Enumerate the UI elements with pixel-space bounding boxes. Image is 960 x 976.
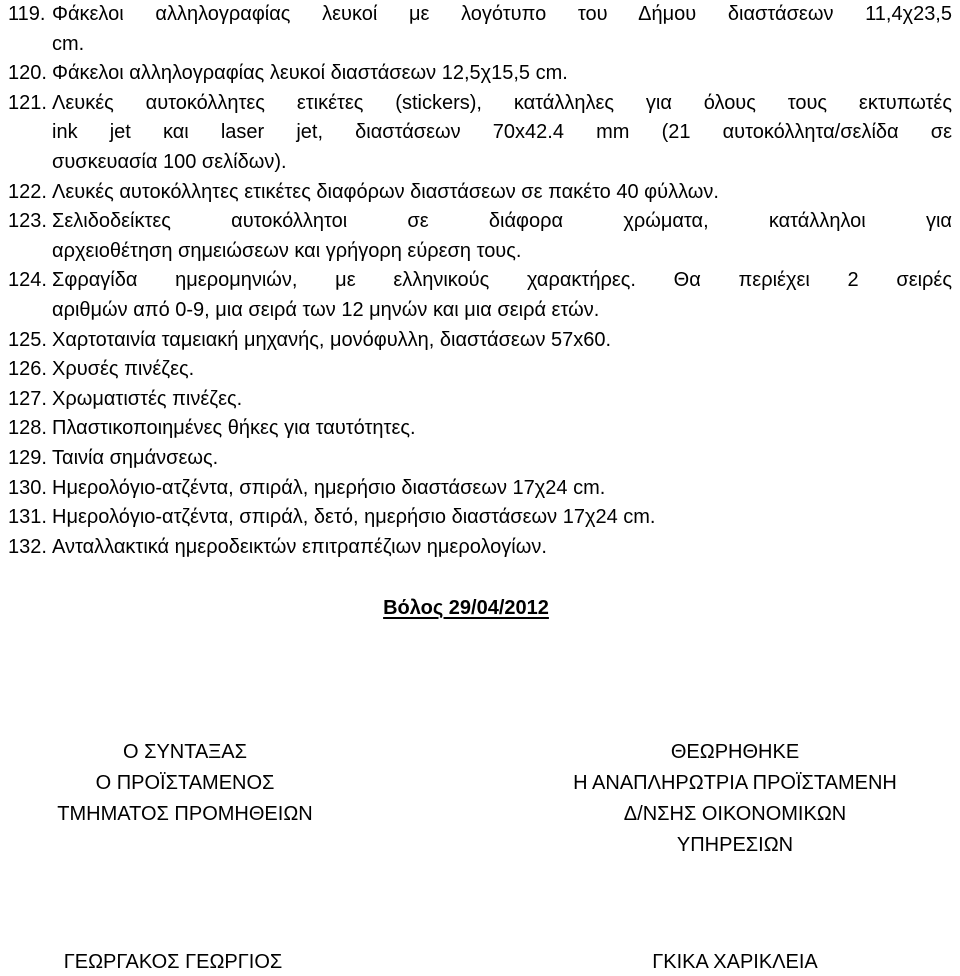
item-number: 127. <box>8 387 47 410</box>
item-text <box>52 266 952 325</box>
item-text-line: Ανταλλακτικά ημεροδεικτών επιτραπέζιων ημερολογίων. <box>52 535 547 558</box>
list-item <box>0 0 952 59</box>
list-item <box>0 474 952 504</box>
signature-title-line: Ο ΣΥΝΤΑΞΑΣ <box>122 741 248 763</box>
signatory-name-left: ΓΕΩΡΓΑΚΟΣ ΓΕΩΡΓΙΟΣ <box>63 951 283 973</box>
list-item <box>0 533 952 563</box>
list-item <box>0 89 952 178</box>
signature-title-line: Η ΑΝΑΠΛΗΡΩΤΡΙΑ ΠΡΟΪΣΤΑΜΕΝΗ <box>573 772 897 794</box>
place-date <box>0 593 932 623</box>
item-text <box>52 533 952 563</box>
item-number: 120. <box>8 62 47 85</box>
signature-block-right <box>515 737 955 861</box>
list-item <box>0 266 952 325</box>
item-text-line: Χαρτοταινία ταμειακή μηχανής, μονόφυλλη, διαστάσεων 57x60. <box>52 328 612 351</box>
item-text <box>52 414 952 444</box>
list-item <box>0 414 952 444</box>
list-item <box>0 355 952 385</box>
item-text-line: αρχειοθέτηση σημειώσεων και γρήγορη εύρεση τους. <box>52 239 522 262</box>
item-text-line: Σφραγίδα ημερομηνιών, με ελληνικούς χαρακτήρες. Θα περιέχει 2 σειρές <box>52 269 952 292</box>
list-item <box>0 178 952 208</box>
item-text-line: Ημερολόγιο-ατζέντα, σπιράλ, δετό, ημερήσιο διαστάσεων 17χ24 cm. <box>52 506 656 529</box>
item-text-line: ink jet και laser jet, διαστάσεων 70x42.4 mm (21 αυτοκόλλητα/σελίδα σε <box>52 121 952 144</box>
item-text <box>52 474 952 504</box>
signature-title-line: ΤΜΗΜΑΤΟΣ ΠΡΟΜΗΘΕΙΩΝ <box>57 803 313 825</box>
signature-title-line: ΥΠΗΡΕΣΙΩΝ <box>676 834 794 856</box>
signature-title-line: ΘΕΩΡΗΘΗΚΕ <box>670 741 800 763</box>
item-text-line: αριθμών από 0-9, μια σειρά των 12 μηνών και μια σειρά ετών. <box>52 298 600 321</box>
item-text <box>52 89 952 178</box>
item-number: 119. <box>8 3 46 25</box>
item-text-line: Ημερολόγιο-ατζέντα, σπιράλ, ημερήσιο διαστάσεων 17χ24 cm. <box>52 476 606 499</box>
item-text <box>52 326 952 356</box>
item-text <box>52 178 952 208</box>
item-number: 132. <box>8 535 47 558</box>
item-number: 131. <box>8 506 47 529</box>
item-text <box>52 503 952 533</box>
item-text <box>52 207 952 266</box>
item-number: 126. <box>8 358 47 381</box>
item-number: 123. <box>8 210 47 233</box>
signature-title-line: Δ/ΝΣΗΣ ΟΙΚΟΝΟΜΙΚΩΝ <box>623 803 847 825</box>
signatory-name-right: ΓΚΙΚΑ ΧΑΡΙΚΛΕΙΑ <box>652 951 818 973</box>
list-item <box>0 326 952 356</box>
item-number: 122. <box>8 180 47 203</box>
list-item <box>0 59 952 89</box>
item-text-line: Χρυσές πινέζες. <box>52 358 195 381</box>
item-number: 130. <box>8 476 47 499</box>
item-number: 121. <box>8 91 47 114</box>
item-text-line: Λευκές αυτοκόλλητες ετικέτες διαφόρων διαστάσεων σε πακέτο 40 φύλλων. <box>52 180 719 203</box>
list-item <box>0 207 952 266</box>
item-text-line: cm. <box>52 32 85 55</box>
list-item <box>0 503 952 533</box>
item-number: 128. <box>8 417 47 440</box>
item-text <box>52 59 952 89</box>
list-item <box>0 385 952 415</box>
item-text-line: Χρωματιστές πινέζες. <box>52 387 243 410</box>
item-text <box>52 444 952 474</box>
item-text <box>52 355 952 385</box>
place-date-text: Βόλος 29/04/2012 <box>383 597 549 619</box>
item-number: 124. <box>8 269 47 292</box>
item-text <box>52 385 952 415</box>
item-text-line: Πλαστικοποιημένες θήκες για ταυτότητες. <box>52 417 416 440</box>
item-number: 129. <box>8 446 47 469</box>
item-text-line: Σελιδοδείκτες αυτοκόλλητοι σε διάφορα χρώματα, κατάλληλοι για <box>52 210 952 233</box>
list-item <box>0 444 952 474</box>
item-text-line: Ταινία σημάνσεως. <box>52 446 219 469</box>
item-text-line: Φάκελοι αλληλογραφίας λευκοί διαστάσεων 12,5χ15,5 cm. <box>52 62 568 85</box>
item-text-line: Φάκελοι αλληλογραφίας λευκοί με λογότυπο του Δήμου διαστάσεων 11,4χ23,5 <box>52 3 952 25</box>
item-text <box>52 0 952 59</box>
item-text-line: συσκευασία 100 σελίδων). <box>52 150 287 173</box>
item-number: 125. <box>8 328 47 351</box>
signature-title-line: Ο ΠΡΟΪΣΤΑΜΕΝΟΣ <box>95 772 275 794</box>
item-text-line: Λευκές αυτοκόλλητες ετικέτες (stickers), κατάλληλες για όλους τους εκτυπωτές <box>52 91 952 114</box>
signature-block-left <box>0 737 370 830</box>
